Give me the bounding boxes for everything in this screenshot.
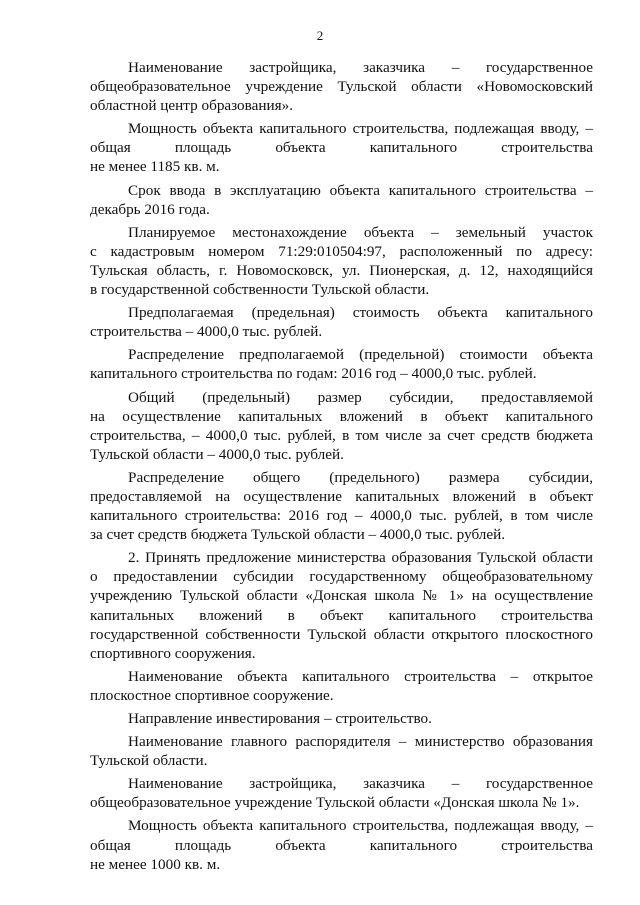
text-line: 2. Принять предложение министерства образования Тульской области: [128, 549, 593, 567]
text-line: строительства – 4000,0 тыс. рублей.: [90, 323, 323, 341]
text-line: не менее 1000 кв. м.: [90, 855, 221, 873]
text-line: Тульской области.: [90, 752, 208, 770]
text-line: спортивного сооружения.: [90, 644, 256, 662]
text-line: не менее 1185 кв. м.: [90, 158, 220, 176]
text-line: общая площадь объекта капитального строительства: [90, 836, 593, 854]
text-line: Наименование главного распорядителя – министерство образования: [128, 733, 593, 751]
paragraph: [90, 181, 593, 219]
paragraph: [90, 732, 593, 770]
text-line: строительства, – 4000,0 тыс. рублей, в том числе за счет средств бюджета: [90, 426, 593, 444]
paragraph: [90, 548, 593, 663]
text-line: Планируемое местонахождение объекта – земельный участок: [128, 223, 593, 241]
paragraph: [90, 709, 593, 728]
text-line: Мощность объекта капитального строительства, подлежащая вводу, –: [128, 817, 593, 835]
text-line: общеобразовательное учреждение Тульской области «Новомосковский: [90, 78, 593, 96]
text-line: Распределение общего (предельного) размера субсидии,: [128, 468, 593, 486]
text-line: за счет средств бюджета Тульской области – 4000,0 тыс. рублей.: [90, 526, 506, 544]
text-line: капитального строительства по годам: 2016 год – 4000,0 тыс. рублей.: [90, 365, 537, 383]
text-line: Тульская область, г. Новомосковск, ул. Пионерская, д. 12, находящийся: [90, 261, 593, 279]
text-line: капитального строительства: 2016 год – 4000,0 тыс. рублей, в том числе: [90, 507, 593, 525]
text-line: Направление инвестирования – строительство.: [128, 710, 432, 727]
document-body: [90, 58, 593, 878]
text-line: с кадастровым номером 71:29:010504:97, расположенный по адресу:: [90, 242, 593, 260]
text-line: общеобразовательное учреждение Тульской области «Донская школа № 1».: [90, 794, 580, 812]
text-line: Мощность объекта капитального строительства, подлежащая вводу, –: [128, 120, 593, 138]
paragraph: [90, 667, 593, 705]
paragraph: [90, 468, 593, 544]
paragraph: [90, 816, 593, 873]
text-line: в государственной собственности Тульской области.: [90, 281, 430, 299]
text-line: Наименование застройщика, заказчика – государственное: [128, 59, 593, 76]
paragraph: [90, 119, 593, 176]
text-line: предоставляемой на осуществление капитальных вложений в объект: [90, 487, 593, 505]
paragraph: [90, 223, 593, 299]
text-line: Общий (предельный) размер субсидии, предоставляемой: [128, 388, 593, 406]
paragraph: [90, 774, 593, 812]
text-line: Наименование объекта капитального строительства – открытое: [128, 667, 593, 685]
text-line: капитальных вложений в объект капитального строительства: [90, 606, 593, 624]
text-line: общая площадь объекта капитального строительства: [90, 139, 593, 157]
text-line: декабрь 2016 года.: [90, 200, 210, 218]
text-line: о предоставлении субсидии государственному общеобразовательному: [90, 568, 593, 586]
text-line: учреждению Тульской области «Донская школа № 1» на осуществление: [90, 587, 593, 605]
paragraph: [90, 345, 593, 383]
text-line: Распределение предполагаемой (предельной) стоимости объекта: [128, 346, 593, 364]
text-line: плоскостное спортивное сооружение.: [90, 686, 334, 704]
paragraph: [90, 58, 593, 115]
paragraph: [90, 388, 593, 464]
text-line: государственной собственности Тульской области открытого плоскостного: [90, 625, 593, 643]
paragraph: [90, 303, 593, 341]
text-line: Наименование застройщика, заказчика – государственное: [128, 775, 593, 793]
text-line: Предполагаемая (предельная) стоимость объекта капитального: [128, 304, 593, 322]
page-number: 2: [316, 28, 324, 43]
text-line: на осуществление капитальных вложений в объект капитального: [90, 407, 593, 425]
text-line: Тульской области – 4000,0 тыс. рублей.: [90, 445, 344, 463]
text-line: Срок ввода в эксплуатацию объекта капитального строительства –: [128, 181, 593, 199]
text-line: областной центр образования».: [90, 97, 293, 115]
